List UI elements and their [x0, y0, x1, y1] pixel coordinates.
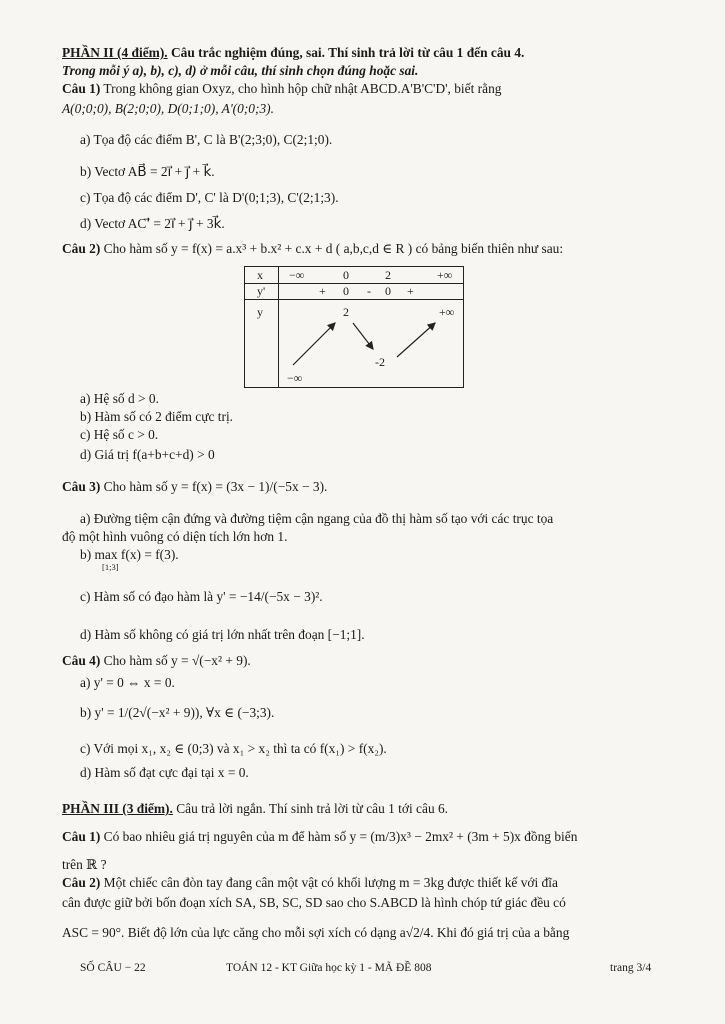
p2-q1-text: Trong không gian Oxyz, cho hình hộp chữ nhật ABCD.A'B'C'D', biết rằng [100, 81, 502, 96]
p2-q2-text: Cho hàm số y = f(x) = a.x³ + b.x² + c.x + d ( a,b,c,d ∈ R ) có bảng biến thiên như sau: [100, 241, 564, 256]
variation-table [244, 266, 464, 388]
part2-title-rest: Câu trắc nghiệm đúng, sai. Thí sinh trả lời từ câu 1 đến câu 4. [167, 45, 525, 60]
vt-y-pos-inf: +∞ [439, 305, 455, 319]
p2-q3-text: Cho hàm số y = f(x) = (3x − 1)/(−5x − 3). [100, 479, 328, 494]
p2-q2-option-a: a) Hệ số d > 0. [80, 391, 159, 406]
part2-instruction: Trong mỗi ý a), b), c), d) ở mỗi câu, thí sinh chọn đúng hoặc sai. [62, 63, 419, 78]
p2-q3-option-c: c) Hàm số có đạo hàm là y' = −14/(−5x − 3)². [80, 589, 323, 604]
p2-q4-option-b: b) y' = 1/(2√(−x² + 9)), ∀x ∈ (−3;3). [80, 705, 275, 720]
p2-q1-option-d: d) Vectơ AC'⃗ = 2i⃗ + j⃗ + 3k⃗. [80, 216, 225, 231]
p2-q4-label: Câu 4) [62, 653, 101, 668]
p2-q1-option-c: c) Tọa độ các điểm D', C' là D'(0;1;3), C'(2;1;3). [80, 190, 339, 205]
vt-yp-sign-3: + [407, 284, 414, 298]
p3-q2-line-3: ASC = 90°. Biết độ lớn của lực căng cho mỗi sợi xích có dạng a√2/4. Khi đó giá trị của a bằng [62, 925, 570, 940]
p3-q1-text-cont: trên ℝ ? [62, 857, 107, 872]
p2-q3-option-d: d) Hàm số không có giá trị lớn nhất trên đoạn [−1;1]. [80, 627, 365, 642]
p2-q1-option-a: a) Tọa độ các điểm B', C là B'(2;3;0), C(2;1;0). [80, 132, 333, 147]
vt-y-neg-inf: −∞ [287, 371, 303, 385]
vt-yp-zero-1: 0 [343, 284, 349, 298]
vt-yp-label: y' [257, 284, 266, 298]
vt-x-neg-inf: −∞ [289, 268, 305, 282]
vt-y-label: y [257, 305, 263, 319]
vt-yp-sign-1: + [319, 284, 326, 298]
p2-q3-stem [62, 478, 685, 495]
p2-q3-option-a-cont: độ một hình vuông có diện tích lớn hơn 1. [62, 529, 288, 544]
p2-q4-stem [62, 652, 685, 669]
p2-q3-option-a: a) Đường tiệm cận đứng và đường tiệm cận ngang của đồ thị hàm số tạo với các trục tọa [80, 511, 554, 526]
p3-q1-label: Câu 1) [62, 829, 101, 844]
p3-q2-stem [62, 874, 685, 891]
p2-q2-option-c: c) Hệ số c > 0. [80, 427, 159, 442]
footer-exam-code: TOÁN 12 - KT Giữa học kỳ 1 - MÃ ĐỀ 808 [226, 962, 432, 974]
p3-q1-stem [62, 828, 685, 845]
vt-y-max: 2 [343, 305, 349, 319]
p2-q1-label: Câu 1) [62, 81, 101, 96]
vt-x-zero: 0 [343, 268, 349, 282]
p2-q3-label: Câu 3) [62, 479, 101, 494]
p2-q4-option-c: c) Với mọi x₁, x₂ ∈ (0;3) và x₁ > x₂ thì ta có f(x₁) > f(x₂). [80, 741, 387, 756]
p2-q4-option-d: d) Hàm số đạt cực đại tại x = 0. [80, 765, 249, 780]
vt-arrow-up-2 [397, 323, 435, 357]
p3-q2-line-1: Một chiếc cân đòn tay đang cân một vật có khối lượng m = 3kg được thiết kế với đĩa [100, 875, 558, 890]
p2-q3-option-b: b) max f(x) = f(3). [80, 547, 179, 562]
part2-title: PHẦN II (4 điểm). [62, 45, 168, 60]
vt-x-label: x [257, 268, 263, 282]
p3-q2-line-2: cân được giữ bởi bốn đoạn xích SA, SB, SC, SD sao cho S.ABCD là hình chóp tứ giác đều có [62, 895, 566, 910]
p2-q2-option-b: b) Hàm số có 2 điểm cực trị. [80, 409, 234, 424]
part3-title-rest: Câu trả lời ngắn. Thí sinh trả lời từ câu 1 tới câu 6. [172, 801, 449, 816]
p2-q4-option-a: a) y' = 0 ⇔ x = 0. [80, 675, 175, 690]
footer-question-count: SỐ CÂU − 22 [80, 962, 146, 974]
part3-header [62, 800, 685, 817]
p2-q1-stem [62, 80, 685, 97]
vt-y-min: -2 [375, 355, 385, 369]
vt-arrows [245, 267, 463, 387]
p3-q2-label: Câu 2) [62, 875, 101, 890]
vt-arrow-up-1 [293, 323, 335, 365]
p2-q3-max-subscript: [1;3] [102, 562, 119, 572]
p2-q2-stem [62, 240, 685, 257]
footer-page-number: trang 3/4 [610, 962, 652, 974]
p3-q1-text: Có bao nhiêu giá trị nguyên của m để hàm số y = (m/3)x³ − 2mx² + (3m + 5)x đồng biến [100, 829, 578, 844]
p2-q1-points: A(0;0;0), B(2;0;0), D(0;1;0), A'(0;0;3). [62, 101, 274, 116]
p2-q1-option-b: b) Vectơ AB⃗ = 2i⃗ + j⃗ + k⃗. [80, 164, 215, 179]
p2-q2-label: Câu 2) [62, 241, 101, 256]
p2-q2-option-d: d) Giá trị f(a+b+c+d) > 0 [80, 447, 215, 462]
vt-yp-zero-2: 0 [385, 284, 391, 298]
vt-arrow-down [353, 323, 373, 349]
vt-x-two: 2 [385, 268, 391, 282]
part3-title: PHẦN III (3 điểm). [62, 801, 173, 816]
vt-x-pos-inf: +∞ [437, 268, 453, 282]
vt-yp-sign-2: - [367, 284, 371, 298]
p2-q4-text: Cho hàm số y = √(−x² + 9). [100, 653, 251, 668]
part2-header [62, 44, 685, 61]
